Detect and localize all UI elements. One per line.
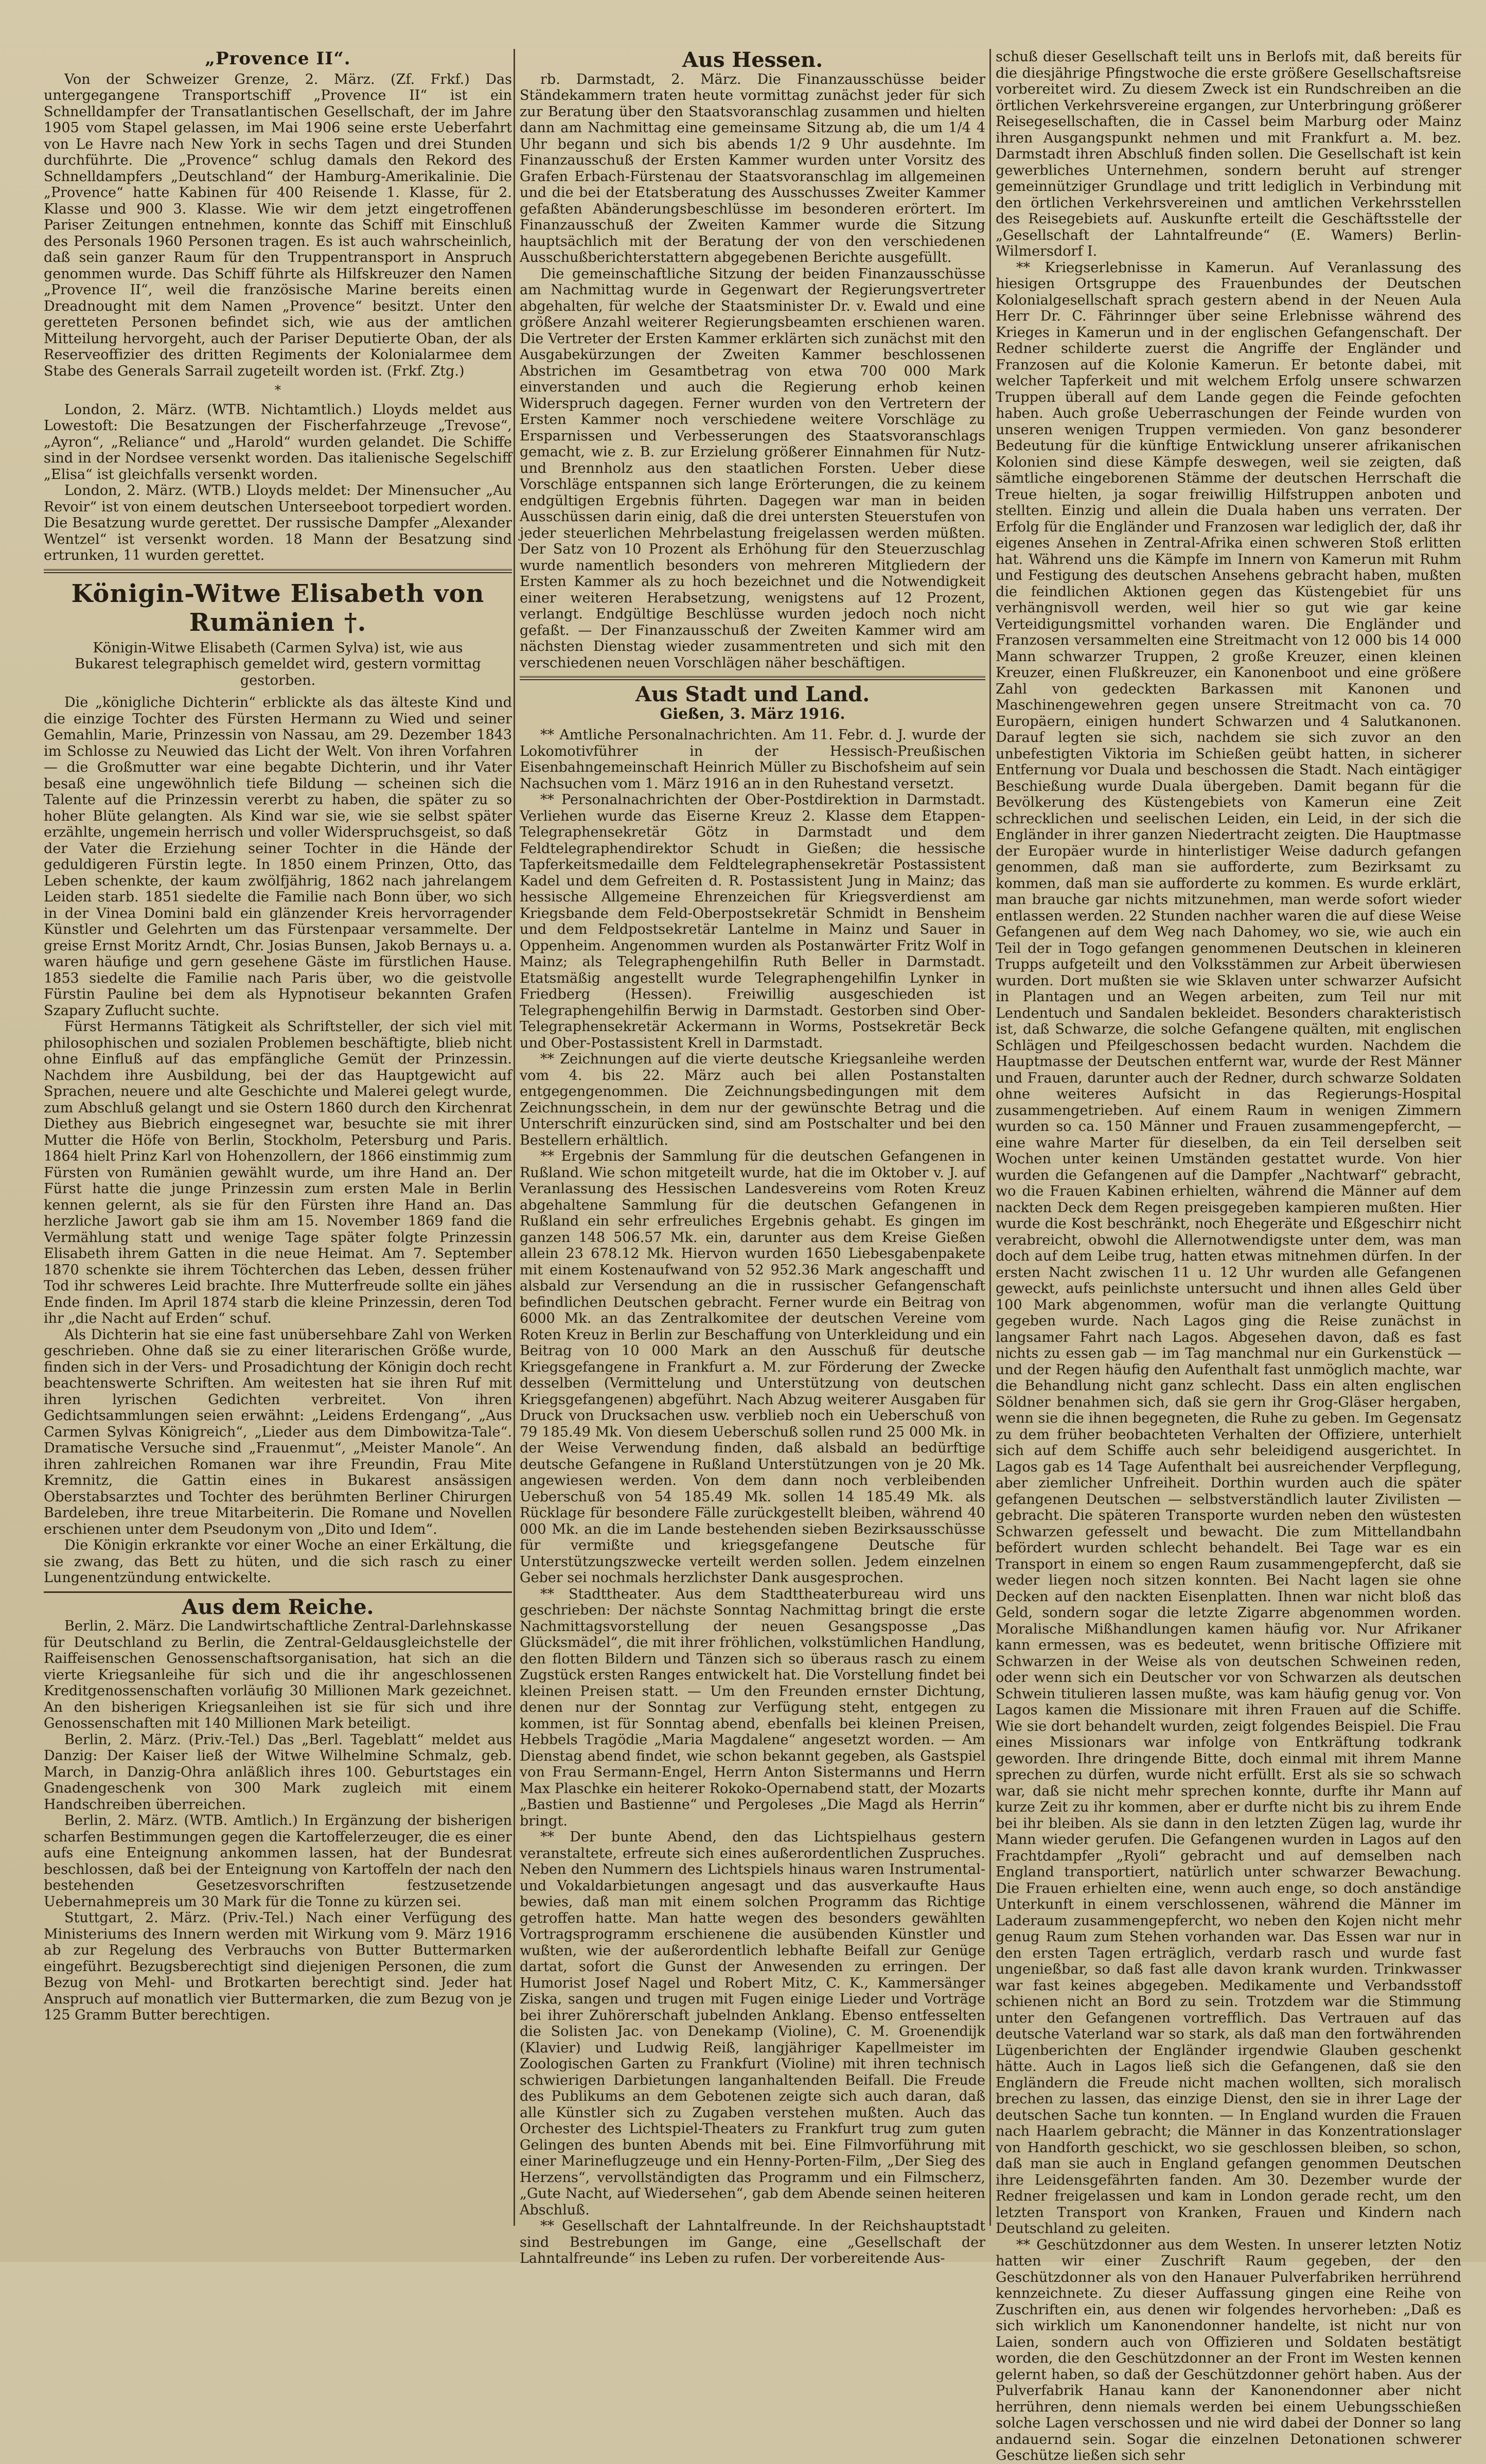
elisabeth-paragraph-2: Fürst Hermanns Tätigkeit als Schriftsteller, der sich viel mit philosophischen und sozialen Problemen beschäftigte, blieb nicht ohne Einfluß auf das empfängliche Gemüt der Prinzessin. Nachdem ihre Ausbildung, bei der das Hauptgewicht auf Sprachen, neuere und alte Geschichte und Malerei gelegt wurde, zum Abschluß gelangt und sie Ostern 1860 durch den Kirchenrat Diethey aus Biebrich eingesegnet war, besuchte sie mit ihrer Mutter die Höfe von Berlin, Stockholm, Petersburg und Paris. 1864 hielt Prinz Karl von Hohenzollern, der 1866 einstimmig zum Fürsten von Rumänien gewählt wurde, um ihre Hand an. Der Fürst hatte die junge Prinzessin zum ersten Male in Berlin kennen gelernt, als sie für den Fürsten ihre Hand an. Das herzliche Jawort gab sie ihm am 15. November 1869 fand die Vermählung statt und wenige Tage später folgte Prinzessin Elisabeth ihrem Gatten in die neue Heimat. Am 7. September 1870 schenkte sie ihrem Töchterchen das Leben, dessen früher Tod ihr schweres Leid brachte. Ihre Mutterfreude sollte ein jähes Ende finden. Im April 1874 starb die kleine Prinzessin, deren Tod ihr „die Nacht auf Erden“ schuf. bbox=[44, 1019, 512, 1326]
kamerun-article: ** Kriegserlebnisse in Kamerun. Auf Veranlassung des hiesigen Ortsgruppe des Frauenbundes der Deutschen Kolonialgesellschaft sprach gestern abend in der Neuen Aula Herr Dr. C. Fährinnger über seine Erlebnisse während des Krieges in Kamerun und in der englischen Gefangenschaft. Der Redner schilderte zuerst die Angriffe der Engländer und Franzosen auf die Kolonie Kamerun. Er betonte dabei, mit welcher Tapferkeit und mit welchem Erfolg unsere schwarzen Truppen überall auf dem Lande gegen die Feinde gefochten haben. Auch große Ueberraschungen der Feinde wurden von unseren wenigen Truppen vermieden. Von ganz besonderer Bedeutung für die künftige Entwicklung unserer afrikanischen Kolonien sind diese Kämpfe deswegen, weil sie zeigten, daß sämtliche eingeborenen Stämme der deutschen Herrschaft die Treue hielten, ja sogar freiwillig Hilfstruppen anboten und stellten. Einzig und allein die Duala haben uns verraten. Der Erfolg für die Engländer und Franzosen war lediglich der, daß ihr eigenes Ansehen in Zentral-Afrika einen schweren Stoß erlitten hat. Während uns die Kämpfe im Innern von Kamerun mit Ruhm und Festigung des deutschen Ansehens gebracht haben, mußten die feindlichen Aktionen gegen das Küstengebiet für uns verhängnisvoll werden, weil hier so gut wie gar keine Verteidigungsmittel vorhanden waren. Die Engländer und Franzosen versammelten eine Streitmacht von 12 000 bis 14 000 Mann schwarzer Truppen, 2 große Kreuzer, einen kleinen Kreuzer, einen Flußkreuzer, ein Kanonenboot und eine größere Zahl von gedeckten Barkassen mit Kanonen und Maschinengewehren gegen unsere Streitmacht von ca. 70 Europäern, einigen hundert Schwarzen und 4 Salutkanonen. Darauf legten sie sich, nachdem sie sich zuvor an den unbefestigten Viktoria im Schießen geübt hatten, in sicherer Entfernung vor Duala und beschossen die Stadt. Nach eintägiger Beschießung wurde Duala übergeben. Damit begann für die Bevölkerung des Küstengebiets von Kamerun eine Zeit schrecklichen und seelischen Leiden, ein Leid, in der sich die Engländer in ihrer ganzen Niedertracht zeigten. Die Hauptmasse der Europäer wurde in hinterlistiger Weise dadurch gefangen genommen, daß man sie aufforderte, zum Bezirksamt zu kommen, daß man sie aufforderte zu kommen. Es wurde erklärt, man brauche gar nichts mitzunehmen, man werde sofort wieder entlassen werden. 22 Stunden nachher waren die auf diese Weise Gefangenen auf dem Weg nach Dahomey, wo sie, wie auch ein Teil der in Togo gefangen genommenen Deutschen in kleineren Trupps aufgeteilt und den Volksstämmen zur Arbeit überwiesen wurden. Dort mußten sie wie Sklaven unter schwarzer Aufsicht in Plantagen und an Wegen arbeiten, zum Teil nur mit Lendentuch und Sandalen bekleidet. Besonders charakteristisch ist, daß Schwarze, die solche Gefangene quälten, mit englischen Schlägen und Pfeilgeschossen bedacht wurden. Nachdem die Hauptmasse der Deutschen entfernt war, wurde der Rest Männer und Frauen, darunter auch der Redner, durch schwarze Soldaten ohne weiteres Aufsicht in das Regierungs-Hospital zusammengetrieben. Auf einem Raum in wenigen Zimmern wurden so ca. 150 Männer und Frauen zusammengepfercht, — eine wahre Marter für dieselben, da ein Teil derselben seit Wochen unter keinen Umständen gestattet wurde. Von hier wurden die Gefangenen auf die Dampfer „Nachtwarf“ gebracht, wo die Frauen Kabinen erhielten, während die Männer auf dem nackten Deck dem Regen preisgegeben kampieren mußten. Hier wurde die Kost beschränkt, noch Ehegeräte und Eßgeschirr nicht verabreicht, obwohl die Allernotwendigste unter dem, was man doch auf dem Leibe trug, hatten etwas mitnehmen dürfen. In der ersten Nacht zwischen 11 u. 12 Uhr wurden alle Gefangenen geweckt, aufs peinlichste untersucht und ihnen alles Geld über 100 Mark abgenommen, wofür man die verlangte Quittung gegeben wurde. Nach Lagos ging die Reise zunächst in langsamer Fahrt nach Lagos. Abgesehen davon, daß es fast nichts zu essen gab — im Tag manchmal nur ein Gurkenstück — und der Regen häufig den Aufenthalt fast unmöglich machte, war die Behandlung nicht ganz schlecht. Dass ein alten englischen Söldner benahmen sich, daß sie gern ihr Grog-Gläser hergaben, wenn sie die ihnen begegneten, die Ruhe zu geben. Im Gegensatz zu dem früher beobachteten Verhalten der Offiziere, unterhielt sich auf dem Schiffe auch sehr beleidigend ausgerichtet. In Lagos gab es 14 Tage Aufenthalt bei ausreichender Verpflegung, aber ziemlicher Unfreiheit. Dorthin wurden auch die später gefangenen Deutschen — selbstverständlich lauter Zivilisten — gebracht. Die späteren Transporte wurden neben den wüstesten Schwarzen gefesselt und bewacht. Die zum Mittellandbahn befördert wurden schlecht behandelt. Bei Tage war es ein Transport in einem so engen Raum zusammengepfercht, daß sie weder liegen noch sitzen konnten. Bei Nacht lagen sie ohne Decken auf den nackten Eisenplatten. Ihnen war nicht bloß das Geld, sondern sogar die letzte Zigarre abgenommen worden. Moralische Mißhandlungen kamen häufig vor. Nur Afrikaner kann ermessen, was es bedeutet, wenn britische Offiziere mit Schwarzen in der Weise als von deutschen Schweinen reden, oder wenn sich ein Deutscher vor von Schwarzen als deutschen Schwein titulieren lassen mußte, was kam häufig genug vor. Von Lagos kamen die Missionare mit ihren Frauen auf die Schiffe. Wie sie dort behandelt wurden, zeigt folgendes Beispiel. Die Frau eines Missionars war infolge von Entkräftung todkrank geworden. Ihre dringende Bitte, doch einmal mit ihrem Manne sprechen zu dürfen, wurde nicht erfüllt. Erst als sie so schwach war, daß sie nicht mehr sprechen konnte, durfte ihr Mann auf kurze Zeit zu ihr kommen, aber er durfte nicht bis zu ihrem Ende bei ihr bleiben. Als sie dann in den letzten Zügen lag, wurde ihr Mann wieder gerufen. Die Gefangenen wurden in Lagos auf den Frachtdampfer „Ryoli“ gebracht und auf demselben nach England transportiert, natürlich unter schwarzer Bewachung. Die Frauen erhielten eine, wenn auch enge, so doch anständige Unterkunft in einem verschlossenen, während die Männer im Laderaum zusammengepfercht, wo neben den Kojen nicht mehr genug Raum zum Stehen vorhanden war. Das Essen war nur in den ersten Tagen erträglich, verdarb rasch und wurde fast ungenießbar, so daß fast alle davon krank wurden. Trinkwasser war fast keines abgegeben. Medikamente und Verbandsstoff schienen nicht an Bord zu sein. Trotzdem war die Stimmung unter den Gefangenen vortrefflich. Das Vertrauen auf das deutsche Vaterland war so stark, als daß man den fortwährenden Lügenberichten der Engländer irgendwie Glauben geschenkt hätte. Auch in Lagos ließ sich die Gefangenen, daß sie den Engländern die Freude nicht machen wollten, sich moralisch brechen zu lassen, das einzige Dienst, den sie in ihrer Lage der deutschen Sache tun konnten. — In England wurden die Frauen nach Haarlem gebracht; die Männer in das Konzentrationslager von Handforth geschickt, wo sie geschlossen bleiben, so schon, daß man sie auch in England gefangen genommen Deutschen ihre Leidensgefährten fanden. Am 30. Dezember wurde der Redner freigelassen und kam in London gerade recht, um den letzten Transport von Kranken, Frauen und Kindern nach Deutschland zu geleiten. bbox=[996, 259, 1461, 2237]
reich-paragraph-2: Berlin, 2. März. (Priv.-Tel.) Das „Berl. Tageblatt“ meldet aus Danzig: Der Kaiser ließ der Witwe Wilhelmine Schmalz, geb. March, in Danzig-Ohra anläßlich ihres 100. Geburtstages ein Gnadengeschenk von 300 Mark zugleich mit einem Handschreiben überreichen. bbox=[44, 1731, 512, 1813]
column-rule-2 bbox=[989, 49, 991, 2226]
provence-article: Von der Schweizer Grenze, 2. März. (Zf. Frkf.) Das untergegangene Transportschiff „Provence II“ ist ein Schnelldampfer der Transatlantischen Gesellschaft, der im Jahre 1905 vom Stapel gelassen, im Mai 1906 seine erste Ueberfahrt von Le Havre nach New York in sechs Tagen und drei Stunden durchführte. Die „Provence“ schlug damals den Rekord des Schnelldampfers „Deutschland“ der Hamburg-Amerikalinie. Die „Provence“ hatte Kabinen für 400 Reisende 1. Klasse, für 2. Klasse und 900 3. Klasse. Wie wir dem jetzt eingetroffenen Pariser Zeitungen entnehmen, konnte das Schiff mit Einschluß des Personals 1960 Personen tragen. Es ist auch wahrscheinlich, daß sein ganzer Raum für den Truppentransport in Anspruch genommen wurde. Das Schiff führte als Hilfskreuzer den Namen „Provence II“, weil die französische Marine bereits einen Dreadnought mit dem Namen „Provence“ besitzt. Unter den geretteten Personen befindet sich, wie aus der amtlichen Mitteilung hervorgeht, auch der Pariser Deputierte Oban, der als Reserveoffizier des dritten Regiments der Kolonialarmee dem Stabe des Generals Sarrail zugeteilt worden ist. (Frkf. Ztg.) bbox=[44, 71, 512, 379]
elisabeth-paragraph-4: Die Königin erkrankte vor einer Woche an einer Erkältung, die sie zwang, das Bett zu hüten, und die sich rasch zu einer Lungenentzündung entwickelte. bbox=[44, 1537, 512, 1586]
reich-paragraph-1: Berlin, 2. März. Die Landwirtschaftliche Zentral-Darlehnskasse für Deutschland zu Berlin, die Zentral-Geldausgleichstelle der Raiffeisenschen Genossenschaftsorganisation, hat sich an die vierte Kriegsanleihe für sich und die ihr angeschlossenen Kreditgenossenschaften vorläufig 30 Millionen Mark gezeichnet. An den bisherigen Kriegsanleihen ist sie für sich und ihre Genossenschaften mit 140 Millionen Mark beteiligt. bbox=[44, 1618, 512, 1731]
section-divider bbox=[520, 676, 985, 680]
stadt-paragraph-4: ** Ergebnis der Sammlung für die deutschen Gefangenen in Rußland. Wie schon mitgeteilt wurde, hat die im Oktober v. J. auf Veranlassung des Hessischen Landesvereins vom Roten Kreuz abgehaltene Sammlung für die deutschen Gefangenen in Rußland ein sehr erfreuliches Ergebnis gehabt. Es gingen im ganzen 148 506.57 Mk. ein, darunter aus dem Kreise Gießen allein 23 678.12 Mk. Hiervon wurden 1650 Liebesgabenpakete mit einem Kostenaufwand von 52 952.36 Mark angeschafft und alsbald zur Versendung an die in russischer Gefangenschaft befindlichen Deutschen gebracht. Ferner wurde ein Beitrag von 6000 Mk. an das Zentralkomitee der deutschen Vereine vom Roten Kreuz in Berlin zur Beschaffung von Unterkleidung und ein Beitrag von 10 000 Mark an den Ausschuß für deutsche Kriegsgefangene in Frankfurt a. M. zur Förderung der Zwecke desselben (Vermittelung und Unterstützung von deutschen Kriegsgefangenen) abgeführt. Nach Abzug weiterer Ausgaben für Druck von Drucksachen usw. verblieb noch ein Ueberschuß von 79 185.49 Mk. Von diesem Ueberschuß sollen rund 25 000 Mk. in der Weise Verwendung finden, daß alsbald an bedürftige deutsche Gefangene in Rußland Unterstützungen von je 20 Mk. angewiesen werden. Von dem dann noch verbleibenden Ueberschuß von 54 185.49 Mk. sollen 14 185.49 Mk. als Rücklage für besondere Fälle zurückgestellt bleiben, während 40 000 Mk. an die im Lande bestehenden sieben Bezirksausschüsse für vermißte und kriegsgefangene Deutsche für Unterstützungszwecke verteilt werden sollen. Jedem einzelnen Geber sei nochmals herzlichster Dank ausgesprochen. bbox=[520, 1148, 985, 1586]
hessen-paragraph-2: Die gemeinschaftliche Sitzung der beiden Finanzausschüsse am Nachmittag wurde in Gegenwart der Regierungsvertreter abgehalten, für welche der Staatsminister Dr. v. Ewald und eine größere Anzahl weiterer Regierungsbeamten erschienen waren. Die Vertreter der Ersten Kammer erklärten sich zunächst mit den Ausgabekürzungen der Zweiten Kammer beschlossenen Abstrichen im Gesamtbetrag von etwa 700 000 Mark einverstanden und auch die Regierung erhob keinen Widerspruch dagegen. Ferner wurden von den Vertretern der Ersten Kammer noch verschiedene weitere Vorschläge zu Ersparnissen und Verbesserungen des Staatsvoranschlags gemacht, wie z. B. zur Erzielung größerer Einnahmen für Nutz- und Brennholz aus den staatlichen Forsten. Ueber diese Vorschläge entspannen sich lange Erörterungen, die zu keinem endgültigen Ergebnis führten. Dagegen war man in beiden Ausschüssen darin einig, daß die drei untersten Steuerstufen von jeder steuerlichen Mehrbelastung freigelassen werden müßten. Der Satz von 10 Prozent als Erhöhung für den Steuerzuschlag wurde namentlich besonders von mehreren Mitgliedern der Ersten Kammer als zu hoch bezeichnet und die Notwendigkeit einer weiteren Herabsetzung, wenigstens auf 12 Prozent, verlangt. Endgültige Beschlüsse wurden jedoch noch nicht gefaßt. — Der Finanzausschuß der Zweiten Kammer wird am nächsten Dienstag wieder zusammentreten und sich mit den verschiedenen neuen Vorschlägen näher beschäftigen. bbox=[520, 265, 985, 671]
london-article-2: London, 2. März. (WTB.) Lloyds meldet: Der Minensucher „Au Revoir“ ist von einem deutschen Unterseeboot torpediert worden. Die Besatzung wurde gerettet. Der russische Dampfer „Alexander Wentzel“ ist versenkt worden. 18 Mann der Besatzung sind ertrunken, 11 wurden gerettet. bbox=[44, 483, 512, 563]
stadt-paragraph-2: ** Personalnachrichten der Ober-Postdirektion in Darmstadt. Verliehen wurde das Eiserne Kreuz 2. Klasse dem Etappen-Telegraphensekretär Götz in Darmstadt und dem Feldtelegraphendirektor Schudt in Gießen; die hessische Tapferkeitsmedaille dem Feldtelegraphensekretär Postassistent Kadel und dem Gefreiten d. R. Postassistent Jung in Mainz; das hessische Allgemeine Ehrenzeichen für Kriegsverdienst am Kriegsbande dem Feld-Oberpostsekretär Schmidt in Bensheim und dem Feldpostsekretär Lantelme in Mainz und Sauer in Oppenheim. Angenommen wurden als Postanwärter Fritz Wolf in Mainz; als Telegraphengehilfin Ruth Beller in Darmstadt. Etatsmäßig angestellt wurde Telegraphengehilfin Lynker in Friedberg (Hessen). Freiwillig ausgeschieden ist Telegraphengehilfin Berwig in Darmstadt. Gestorben sind Ober-Telegraphensekretär Ackermann in Worms, Postsekretär Beck und Ober-Postassistent Krell in Darmstadt. bbox=[520, 792, 985, 1051]
stadt-paragraph-7: ** Gesellschaft der Lahntalfreunde. In der Reichshauptstadt sind Bestrebungen im Gange, eine „Gesellschaft der Lahntalfreunde“ ins Leben zu rufen. Der vorbereitende Aus- bbox=[520, 2218, 985, 2266]
stadt-paragraph-3: ** Zeichnungen auf die vierte deutsche Kriegsanleihe werden vom 4. bis 22. März auch bei allen Postanstalten entgegengenommen. Die Zeichnungsbedingungen mit dem Zeichnungsschein, in dem nur der gewünschte Betrag und die Unterschrift einzurücken sind, sind am Postschalter und bei den Bestellern erhältlich. bbox=[520, 1051, 985, 1148]
section-divider bbox=[44, 1591, 512, 1593]
elisabeth-subheading: Königin-Witwe Elisabeth (Carmen Sylva) ist, wie aus Bukarest telegraphisch gemeldet wird, gestern vormittag gestorben. bbox=[75, 640, 481, 688]
column-left bbox=[44, 49, 512, 2241]
hessen-headline: Aus Hessen. bbox=[682, 48, 823, 72]
geschuetzdonner-article: ** Geschützdonner aus dem Westen. In unserer letzten Notiz hatten wir einer Zuschrift Raum gegeben, der den Geschützdonner als von den Hanauer Pulverfabriken herrührend kennzeichnete. Zu dieser Auffassung gingen eine Reihe von Zuschriften ein, aus denen wir folgendes hervorheben: „Daß es sich wirklich um Kanonendonner handelte, ist nicht nur von Laien, sondern auch von Offizieren und Soldaten bestätigt worden, die den Geschützdonner an der Front im Westen kennen gelernt haben, so daß der Geschützdonner gehört haben. Aus der Pulverfabrik Hanau kann der Kanonendonner aber nicht herrühren, denn niemals werden bei einem Uebungsschießen solche Lagen verschossen und nie wird dabei der Donner so lang andauernd sein. Sogar die einzelnen Detonationen schwerer Geschütze ließen sich sehr bbox=[996, 2237, 1461, 2463]
column-rule-1 bbox=[514, 49, 515, 2226]
stadt-dateline: Gießen, 3. März 1916. bbox=[660, 704, 845, 722]
provence-headline: „Provence II“. bbox=[205, 48, 351, 69]
elisabeth-headline: Königin-Witwe Elisabeth von Rumänien †. bbox=[71, 579, 485, 637]
hessen-paragraph-1: rb. Darmstadt, 2. März. Die Finanzausschüsse beider Ständekammern traten heute vormittag zunächst jeder für sich zur Beratung über den Staatsvoranschlag zusammen und hielten dann am Nachmittag eine gemeinsame Sitzung ab, die um 1/4 4 Uhr begann und sich bis abends 1/2 9 Uhr ausdehnte. Im Finanzausschuß der Ersten Kammer wurden unter Vorsitz des Grafen Erbach-Fürstenau der Staatsvoranschlag im allgemeinen und die bei der Etatsberatung des Ausschusses Zweiter Kammer gefaßten Abänderungsbeschlüsse im besonderen erörtert. Im Finanzausschuß der Zweiten Kammer wurde die Sitzung hauptsächlich mit der Beratung der von den verschiedenen Ausschußberichterstattern abgegebenen Berichte ausgefüllt. bbox=[520, 71, 985, 265]
stadt-paragraph-1: ** Amtliche Personalnachrichten. Am 11. Febr. d. J. wurde der Lokomotivführer in der Hessisch-Preußischen Eisenbahngemeinschaft Heinrich Müller zu Bischofsheim auf sein Nachsuchen vom 1. März 1916 an in den Ruhestand versetzt. bbox=[520, 727, 985, 792]
lahntal-continuation: schuß dieser Gesellschaft teilt uns in Berlofs mit, daß bereits für die diesjährige Pfingstwoche die erste größere Gesellschaftsreise vorbereitet wird. Zu diesem Zweck ist ein Rundschreiben an die örtlichen Verkehrsvereine ergangen, zur Unterbringung größerer Reisegesellschaften, die in Cassel beim Marburg oder Mainz ihren Ausgangspunkt nehmen und mit Frankfurt a. M. bez. Darmstadt ihren Abschluß finden sollen. Die Gesellschaft ist kein gewerbliches Unternehmen, sondern beruht auf strenger gemeinnütziger Grundlage und tritt lediglich in Verbindung mit den örtlichen Verkehrsvereinen und amtlichen Verkehrsstellen des Reisegebiets auf. Auskunfte erteilt die Geschäftsstelle der „Gesellschaft der Lahntalfreunde“ (E. Wamers) Berlin-Wilmersdorf I. bbox=[996, 49, 1461, 259]
stadt-headline: Aus Stadt und Land. bbox=[635, 682, 870, 706]
elisabeth-paragraph-1: Die „königliche Dichterin“ erblickte als das älteste Kind und die einzige Tochter des Fürsten Hermann zu Wied und seiner Gemahlin, Marie, Prinzessin von Nassau, am 29. Dezember 1843 im Schlosse zu Neuwied das Licht der Welt. Von ihren Vorfahren — die Großmutter war eine begabte Dichterin, und ihr Vater besaß eine ungewöhnlich tiefe Bildung — scheinen sich die Talente auf die Prinzessin vererbt zu haben, die später zu so hoher Blüte gelangten. Als Kind war sie, wie sie selbst später erzählte, ungemein herrisch und voller Widerspruchsgeist, so daß der Vater die Erziehung seiner Tochter in die Hände der geduldigeren Fürstin legte. In 1850 einem Prinzen, Otto, das Leben schenkte, der kaum zwölfjährig, 1862 nach jahrelangem Leiden starb. 1851 siedelte die Familie nach Bonn über, wo sich in der Vinea Domini bald ein glänzender Kreis hervorragender Künstler und Gelehrten um das Fürstenpaar versammelte. Der greise Ernst Moritz Arndt, Chr. Josias Bunsen, Jakob Bernays u. a. waren häufige und gern gesehene Gäste im fürstlichen Hause. 1853 siedelte die Familie nach Paris über, wo die geistvolle Fürstin Pauline bei dem als Hypnotiseur bekannten Grafen Szapary Zuflucht suchte. bbox=[44, 695, 512, 1019]
stadt-paragraph-5: ** Stadttheater. Aus dem Stadttheaterbureau wird uns geschrieben: Der nächste Sonntag Nachmittag bringt die erste Nachmittagsvorstellung der neuen Gesangsposse „Das Glücksmädel“, die mit ihrer fröhlichen, volkstümlichen Handlung, den flotten Bildern und Tänzen sich so überaus rasch zu einem Zugstück ersten Ranges entwickelt hat. Die Vorstellung findet bei kleinen Preisen statt. — Um den Freunden ernster Dichtung, denen nur der Sonntag zur Verfügung steht, entgegen zu kommen, ist für Sonntag abend, ebenfalls bei kleinen Preisen, Hebbels Tragödie „Maria Magdalene“ angesetzt worden. — Am Dienstag abend findet, wie schon bekannt gegeben, als Gastspiel von Frau Sermann-Engel, Herrn Anton Sistermanns und Herrn Max Plaschke ein heiterer Rokoko-Opernabend statt, der Mozarts „Bastien und Bastienne“ und Pergoleses „Die Magd als Herrin“ bringt. bbox=[520, 1586, 985, 1829]
reich-paragraph-4: Stuttgart, 2. März. (Priv.-Tel.) Nach einer Verfügung des Ministeriums des Innern werden mit Wirkung vom 9. März 1916 ab zur Regelung des Verbrauchs von Butter Buttermarken eingeführt. Bezugsberechtigt sind diejenigen Personen, die zum Bezug von Mehl- und Brotkarten berechtigt sind. Jeder hat Anspruch auf monatlich vier Buttermarken, die zum Bezug von je 125 Gramm Butter berechtigen. bbox=[44, 1910, 512, 2023]
london-article-1: London, 2. März. (WTB. Nichtamtlich.) Lloyds meldet aus Lowestoft: Die Besatzungen der Fischerfahrzeuge „Trevose“, „Ayron“, „Reliance“ und „Harold“ wurden gelandet. Die Schiffe sind in der Nordsee versenkt worden. Das italienische Segelschiff „Elisa“ ist gleichfalls versenkt worden. bbox=[44, 401, 512, 483]
elisabeth-paragraph-3: Als Dichterin hat sie eine fast unübersehbare Zahl von Werken geschrieben. Ohne daß sie zu einer literarischen Größe wurde, finden sich in der Vers- und Prosadichtung der Königin doch recht beachtenswerte Schriften. Am weitesten hat sie ihren Ruf mit ihren lyrischen Gedichten verbreitet. Von ihren Gedichtsammlungen seien erwähnt: „Leidens Erdengang“, „Aus Carmen Sylvas Königreich“, „Lieder aus dem Dimbowitza-Tale“. Dramatische Versuche sind „Frauenmut“, „Meister Manole“. An ihren zahlreichen Romanen war ihre Freundin, Frau Mite Kremnitz, die Gattin eines in Bukarest ansässigen Oberstabsarztes und Tochter des berühmten Berliner Chirurgen Bardeleben, ihre treue Mitarbeiterin. Die Romane und Novellen erschienen unter dem Pseudonym von „Dito und Idem“. bbox=[44, 1326, 512, 1537]
reich-paragraph-3: Berlin, 2. März. (WTB. Amtlich.) In Ergänzung der bisherigen scharfen Bestimmungen gegen die Kartoffelerzeuger, die es einer aufs eine Enteignung ankommen lassen, hat der Bundesrat beschlossen, daß bei der Enteignung von Kartoffeln der nach den bestehenden Gesetzesvorschriften festzusetzende Uebernahmepreis um 30 Mark für die Tonne zu kürzen sei. bbox=[44, 1813, 512, 1910]
stadt-paragraph-6: ** Der bunte Abend, den das Lichtspielhaus gestern veranstaltete, erfreute sich eines außerordentlichen Zuspruches. Neben den Nummern des Lichtspiels hinaus waren Instrumental- und Vokaldarbietungen angesagt und das ausverkaufte Haus bewies, daß man mit einem solchen Programm das Richtige getroffen hatte. Man hatte wegen des besonders gewählten Vortragsprogramm erschienene die ausübenden Künstler und wußten, wie der außerordentlich lebhafte Beifall zur Genüge dartat, sofort die Gunst der Anwesenden zu erringen. Der Humorist Josef Nagel und Robert Mitz, C. K., Kammersänger Ziska, sangen und trugen mit Fugen einige Lieder und Vorträge bei ihrer Zuhörerschaft jubelnden Anklang. Ebenso entfesselten die Solisten Jac. von Denekamp (Violine), C. M. Groenendijk (Klavier) und Ludwig Reiß, langjähriger Kapellmeister im Zoologischen Garten zu Frankfurt (Violine) mit ihren technisch schwierigen Darbietungen langanhaltenden Beifall. Die Freude des Publikums an dem Gebotenen zeigte sich auch daran, daß alle Künstler sich zu Zugaben verstehen mußten. Auch das Orchester des Lichtspiel-Theaters zu Frankfurt trug zum guten Gelingen des bunten Abends mit bei. Eine Filmvorführung mit einer Marineflugzeuge und ein Henny-Porten-Film, „Der Sieg des Herzens“, vervollständigten das Programm und ein Filmscherz, „Gute Nacht, auf Wiedersehen“, gab dem Abende seinen heiteren Abschluß. bbox=[520, 1829, 985, 2218]
column-right bbox=[996, 49, 1461, 2463]
reich-headline: Aus dem Reiche. bbox=[182, 1594, 374, 1619]
separator-star: * bbox=[275, 383, 281, 397]
section-divider bbox=[44, 569, 512, 573]
column-middle bbox=[520, 48, 985, 2266]
